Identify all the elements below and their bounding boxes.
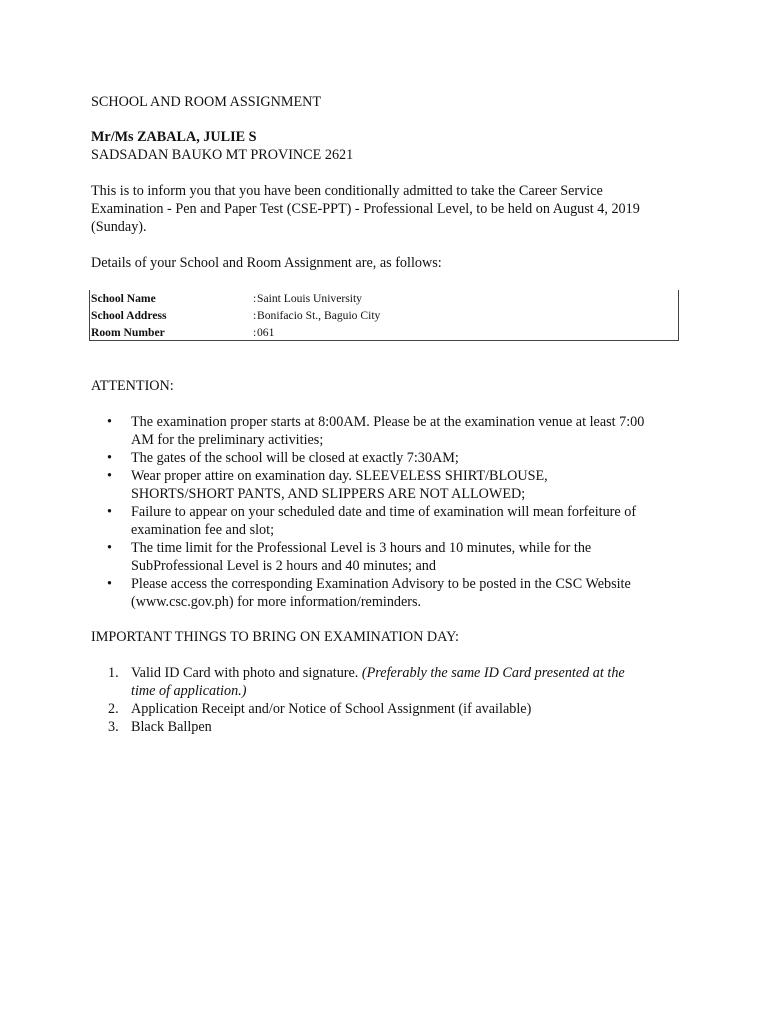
- attention-heading: ATTENTION:: [91, 378, 174, 394]
- list-item: [91, 467, 691, 503]
- bring-heading: IMPORTANT THINGS TO BRING ON EXAMINATION DAY:: [91, 629, 459, 645]
- list-number: 1.: [108, 665, 119, 681]
- row-label: Room Number: [91, 326, 165, 339]
- list-item: [91, 575, 691, 611]
- assignment-row-room-number: [91, 324, 671, 341]
- bullet-icon: •: [107, 504, 112, 520]
- list-item-line: Please access the corresponding Examination Advisory to be posted in the CSC Website: [131, 576, 631, 592]
- list-item: [91, 539, 691, 575]
- list-item-line: Wear proper attire on examination day. SLEEVELESS SHIRT/BLOUSE,: [131, 468, 548, 484]
- intro-line: Examination - Pen and Paper Test (CSE-PPT) - Professional Level, to be held on August 4, 2019: [91, 201, 640, 217]
- list-number: 2.: [108, 701, 119, 717]
- intro-line: This is to inform you that you have been conditionally admitted to take the Career Service: [91, 183, 603, 199]
- list-number: 3.: [108, 719, 119, 735]
- row-value: Bonifacio St., Baguio City: [257, 309, 381, 322]
- details-intro: Details of your School and Room Assignment are, as follows:: [91, 255, 442, 271]
- list-item-line: The gates of the school will be closed at exactly 7:30AM;: [131, 450, 459, 466]
- list-item-line: AM for the preliminary activities;: [131, 432, 324, 448]
- list-item-line: [131, 664, 691, 682]
- list-item-line: (www.csc.gov.ph) for more information/reminders.: [131, 594, 422, 610]
- row-label: School Address: [91, 309, 167, 322]
- list-item: [91, 700, 691, 718]
- list-item-line: The examination proper starts at 8:00AM. Please be at the examination venue at least 7:00: [131, 414, 645, 430]
- list-item: [91, 718, 691, 736]
- list-item: [91, 449, 691, 467]
- bullet-icon: •: [107, 414, 112, 430]
- list-item-line: SHORTS/SHORT PANTS, AND SLIPPERS ARE NOT ALLOWED;: [131, 486, 526, 502]
- bullet-icon: •: [107, 468, 112, 484]
- list-item: [91, 664, 691, 700]
- recipient-address: SADSADAN BAUKO MT PROVINCE 2621: [91, 147, 354, 163]
- row-separator: :: [253, 309, 257, 322]
- list-item-line: examination fee and slot;: [131, 522, 275, 538]
- list-item-text: Black Ballpen: [131, 719, 212, 735]
- list-item-line: SubProfessional Level is 2 hours and 40 minutes; and: [131, 558, 436, 574]
- recipient-name: Mr/Ms ZABALA, JULIE S: [91, 129, 257, 145]
- bullet-icon: •: [107, 540, 112, 556]
- bullet-icon: •: [107, 450, 112, 466]
- bullet-icon: •: [107, 576, 112, 592]
- row-label: School Name: [91, 292, 156, 305]
- document-title: SCHOOL AND ROOM ASSIGNMENT: [91, 94, 322, 110]
- assignment-row-school-name: [91, 290, 671, 307]
- list-item-text: Valid ID Card with photo and signature.: [131, 665, 362, 681]
- row-value: Saint Louis University: [257, 292, 362, 305]
- list-item-note: time of application.): [131, 683, 247, 699]
- intro-paragraph: [91, 182, 691, 236]
- row-separator: :: [253, 326, 257, 339]
- row-separator: :: [253, 292, 257, 305]
- list-item-note: (Preferably the same ID Card presented at the: [361, 665, 625, 681]
- attention-list: [91, 413, 691, 611]
- row-value: 061: [257, 326, 275, 339]
- assignment-row-school-address: [91, 307, 671, 324]
- list-item-text: Application Receipt and/or Notice of School Assignment (if available): [131, 701, 532, 717]
- list-item: [91, 413, 691, 449]
- list-item: [91, 503, 691, 539]
- list-item-line: The time limit for the Professional Level is 3 hours and 10 minutes, while for the: [131, 540, 592, 556]
- intro-line: (Sunday).: [91, 219, 147, 235]
- bring-list: [91, 664, 691, 736]
- list-item-line: Failure to appear on your scheduled date and time of examination will mean forfeiture of: [131, 504, 637, 520]
- assignment-table: [89, 290, 679, 341]
